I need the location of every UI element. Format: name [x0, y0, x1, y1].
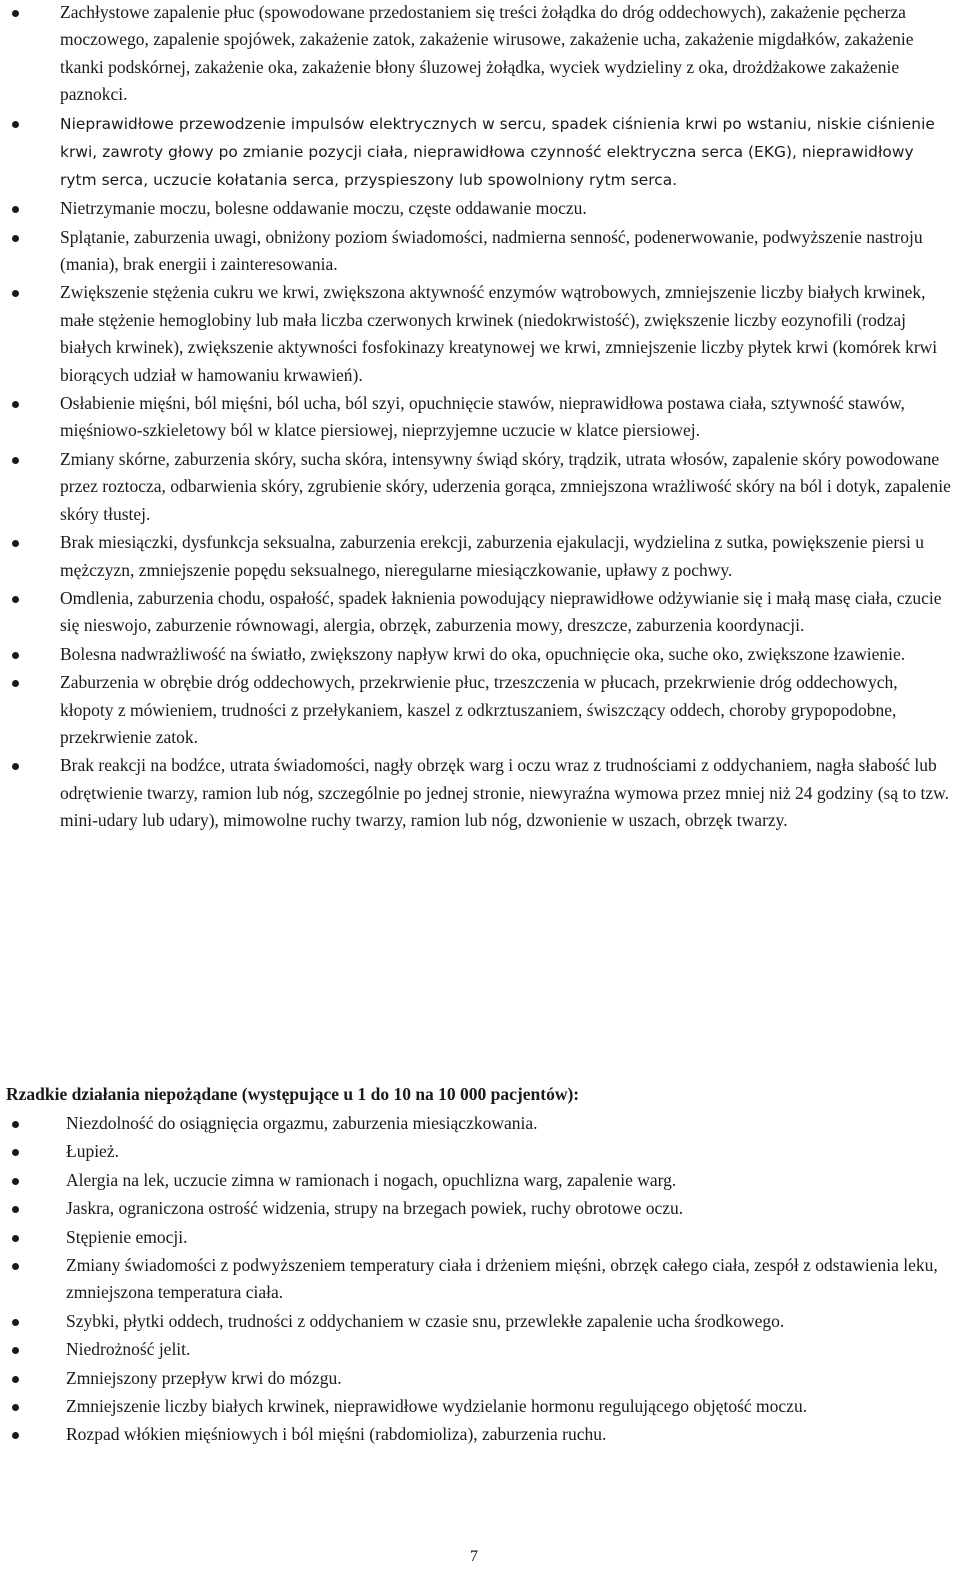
list-item: [0, 585, 960, 640]
list-item-text: Łupież.: [66, 1141, 119, 1162]
list-item: [0, 110, 960, 195]
list-item-text: Brak miesiączki, dysfunkcja seksualna, zaburzenia erekcji, zaburzenia ejakulacji, wydzielina z sutka, powiększenie piersi u mężczyzn, zmniejszenie popędu seksualnego, nieregularne miesiączkowanie, upławy z pochwy.: [60, 532, 924, 580]
list-item: [0, 1308, 960, 1335]
list-item: [0, 195, 960, 222]
list-item-text: Splątanie, zaburzenia uwagi, obniżony poziom świadomości, nadmierna senność, podenerwowanie, podwyższenie nastroju (mania), brak energii i zainteresowania.: [60, 226, 923, 275]
list-item-text: Zachłystowe zapalenie płuc (spowodowane przedostaniem się treści żołądka do dróg oddechowych), zakażenie pęcherza moczowego, zapalenie spojówek, zakażenie zatok, zakażenie wirusowe, zakażenie ucha, zakażenie migdałków, zakażenie tkanki podskórnej, zakażenie oka, zakażenie błony śluzowej żołądka, wyciek wydzieliny z oka, drożdżakowe zakażenie paznokci.: [60, 2, 914, 105]
list-item-text: Omdlenia, zaburzenia chodu, ospałość, spadek łaknienia powodujący nieprawidłowe odżywianie się i małą masę ciała, czucie się nieswojo, zaburzenie równowagi, alergia, obrzęk, zaburzenia mowy, dreszcze, zaburzenia koordynacji.: [60, 587, 942, 636]
list-item: [0, 529, 960, 584]
list-item: [0, 1110, 960, 1137]
list-item: [0, 1138, 960, 1165]
list-item-text: Zmniejszony przepływ krwi do mózgu.: [66, 1367, 342, 1388]
list-item-text: Zmniejszenie liczby białych krwinek, nieprawidłowe wydzielanie hormonu regulującego objętość moczu.: [66, 1396, 808, 1417]
list-item: [0, 752, 960, 834]
list-item-text: Zmiany świadomości z podwyższeniem temperatury ciała i drżeniem mięśni, obrzęk całego ciała, zespół z odstawienia leku, zmniejszona temperatura ciała.: [66, 1255, 938, 1303]
list-item: [0, 1167, 960, 1194]
list-item-text: Nietrzymanie moczu, bolesne oddawanie moczu, częste oddawanie moczu.: [60, 198, 587, 219]
list-item: [0, 1224, 960, 1251]
list-item-text: Niedrożność jelit.: [66, 1339, 191, 1360]
list-item: [0, 390, 960, 445]
list-item: [0, 446, 960, 528]
list-item-text: Szybki, płytki oddech, trudności z oddychaniem w czasie snu, przewlekłe zapalenie ucha środkowego.: [66, 1310, 785, 1331]
list-item: [0, 1421, 960, 1448]
rare-side-effects-heading: Rzadkie działania niepożądane (występujące u 1 do 10 na 10 000 pacjentów):: [6, 1084, 580, 1104]
list-item-text: Nieprawidłowe przewodzenie impulsów elektrycznych w sercu, spadek ciśnienia krwi po wstaniu, niskie ciśnienie krwi, zawroty głowy po zmianie pozycji ciała, nieprawidłowa czynność elektryczna serca (EKG), nieprawidłowy rytm serca, uczucie kołatania serca, przyspieszony lub spowolniony rytm serca.: [60, 114, 935, 190]
list-item-text: Stępienie emocji.: [66, 1226, 188, 1247]
list-item-text: Niezdolność do osiągnięcia orgazmu, zaburzenia miesiączkowania.: [66, 1113, 538, 1133]
list-item-text: Zaburzenia w obrębie dróg oddechowych, przekrwienie płuc, trzeszczenia w płucach, przekrwienie dróg oddechowych, kłopoty z mówieniem, trudności z przełykaniem, kaszel z odkrztuszaniem, świszczący oddech, choroby grypopodobne, przekrwienie zatok.: [60, 672, 898, 747]
list-item: [0, 1393, 960, 1420]
list-item-text: Zmiany skórne, zaburzenia skóry, sucha skóra, intensywny świąd skóry, trądzik, utrata włosów, zapalenie skóry powodowane przez roztocza, odbarwienia skóry, zgrubienie skóry, uderzenia gorąca, zmniejszona wrażliwość skóry na ból i dotyk, zapalenie skóry tłustej.: [60, 448, 951, 524]
list-item: [0, 279, 960, 389]
list-item: [0, 1336, 960, 1363]
page-number: 7: [470, 1548, 478, 1565]
list-item: [0, 0, 960, 109]
list-item: [0, 1195, 960, 1222]
rare-side-effects-list: [0, 1110, 960, 1450]
list-item-text: Brak reakcji na bodźce, utrata świadomości, nagły obrzęk warg i oczu wraz z trudnościami z oddychaniem, nagła słabość lub odrętwienie twarzy, ramion lub nóg, szczególnie po jednej stronie, niewyraźna wymowa przez mniej niż 24 godziny (są to tzw. mini-udary lub udary), mimowolne ruchy twarzy, ramion lub nóg, dzwonienie w uszach, obrzęk twarzy.: [60, 755, 949, 831]
list-item: [0, 224, 960, 279]
list-item: [0, 669, 960, 751]
list-item-text: Osłabienie mięśni, ból mięśni, ból ucha, ból szyi, opuchnięcie stawów, nieprawidłowa postawa ciała, sztywność stawów, mięśniowo-szkieletowy ból w klatce piersiowej, nieprzyjemne uczucie w klatce piersiowej.: [60, 393, 905, 441]
list-item: [0, 641, 960, 668]
list-item: [0, 1252, 960, 1307]
list-item-text: Bolesna nadwrażliwość na światło, zwiększony napływ krwi do oka, opuchnięcie oka, suche oko, zwiększone łzawienie.: [60, 643, 906, 664]
list-item-text: Jaskra, ograniczona ostrość widzenia, strupy na brzegach powiek, ruchy obrotowe oczu.: [66, 1198, 684, 1219]
list-item-text: Rozpad włókien mięśniowych i ból mięśni (rabdomioliza), zaburzenia ruchu.: [66, 1424, 607, 1445]
list-item-text: Alergia na lek, uczucie zimna w ramionach i nogach, opuchlizna warg, zapalenie warg.: [66, 1169, 677, 1190]
list-item: [0, 1365, 960, 1392]
list-item-text: Zwiększenie stężenia cukru we krwi, zwiększona aktywność enzymów wątrobowych, zmniejszenie liczby białych krwinek, małe stężenie hemoglobiny lub mała liczba czerwonych krwinek (niedokrwistość), zwiększenie liczby eozynofili (rodzaj białych krwinek), zwiększenie aktywności fosfokinazy kreatynowej we krwi, zmniejszenie liczby płytek krwi (komórek krwi biorących udział w hamowaniu krwawień).: [60, 282, 938, 385]
